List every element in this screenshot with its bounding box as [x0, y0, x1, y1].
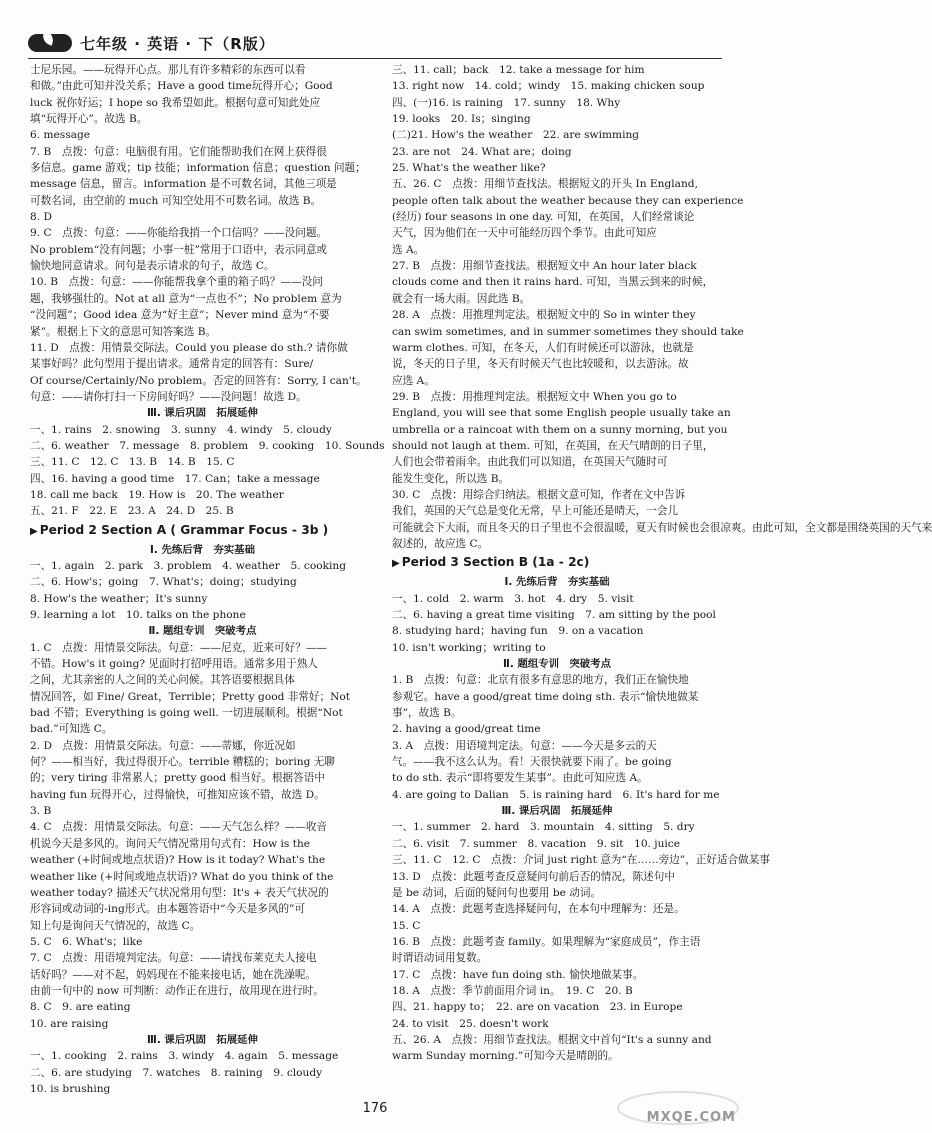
- answer-line: 和做。”由此可知并没关系；Have a good time玩得开心；Good: [30, 80, 333, 93]
- answer-line: 一、1. cold 2. warm 3. hot 4. dry 5. visit: [392, 592, 634, 605]
- answer-line: 二、6. weather 7. message 8. problem 9. cooking 10. Sounds: [30, 439, 385, 452]
- answer-line: 句意：——请你打扫一下房间好吗？——没问题！故选 D。: [30, 390, 307, 403]
- answer-line: 说，冬天的日子里，冬天有时候天气也比较暖和，以去游泳。故: [392, 358, 689, 371]
- answer-line: 29. B 点拨：用推理判定法。根据短文中 When you go to: [392, 390, 677, 403]
- answer-line: can swim sometimes, and in summer sometimes they should take: [392, 325, 744, 338]
- answer-line: 四、21. happy to； 22. are on vacation 23. in Europe: [392, 1001, 683, 1014]
- answer-line: 8. C 9. are eating: [30, 1001, 131, 1014]
- answer-line: 10. isn't working；writing to: [392, 641, 546, 654]
- answer-line: 8. studying hard；having fun 9. on a vacation: [392, 625, 644, 638]
- answer-line: 时谓语动词用复数。: [392, 952, 488, 965]
- answer-line: 7. B 点拨：句意：电脑很有用。它们能帮助我们在网上获得很: [30, 145, 327, 158]
- answer-line: 14. A 点拨：此题考查选择疑问句，在本句中理解为：还是。: [392, 903, 685, 916]
- answer-line: 由前一句中的 now 可判断：动作正在进行，故用现在进行时。: [30, 984, 324, 997]
- answer-line: 28. A 点拨：用推理判定法。根据短文中的 So in winter they: [392, 309, 696, 322]
- answer-line: weather (+时间或地点状语)? How is it today? What's the: [30, 854, 326, 867]
- answer-line: 何？——相当好，我过得很开心。terrible 糟糕的；boring 无聊: [30, 756, 335, 769]
- page-header: [28, 30, 275, 56]
- answer-line: 气。——我不这么认为。看！天很快就要下雨了。be going: [392, 756, 672, 769]
- answer-line: 23. are not 24. What are；doing: [392, 145, 572, 158]
- answer-line: 是 be 动词，后面的疑问句也要用 be 动词。: [392, 886, 602, 899]
- left-column: [30, 62, 385, 1097]
- answer-line: No problem“没有问题；小事一桩”常用于口语中，表示同意或: [30, 243, 328, 256]
- answer-line: 5. C 6. What's；like: [30, 935, 143, 948]
- answer-line: 2. having a good/great time: [392, 723, 541, 736]
- answer-line: 一、1. cooking 2. rains 3. windy 4. again 5. message: [30, 1050, 339, 1063]
- answer-line: should not laugh at them. 可知，在英国，在天气晴朗的日子里，: [392, 439, 714, 452]
- answer-line: 三、11. call；back 12. take a message for him: [392, 64, 645, 76]
- answer-line: 24. to visit 25. doesn't work: [392, 1017, 549, 1030]
- answer-line: 二、6. are studying 7. watches 8. raining 9. cloudy: [30, 1066, 323, 1079]
- answer-line: 选 A。: [392, 243, 425, 256]
- section-heading: Ⅰ. 先练后背 夯实基础: [150, 543, 255, 556]
- answer-line: 形容词或动词的-ing形式。由本题答语中“今天是多风的”可: [30, 903, 306, 916]
- answer-line: 话好吗？——对不起，妈妈现在不能来接电话，她在洗澡呢。: [30, 968, 317, 981]
- answer-line: 二、6. How's；going 7. What's；doing；studying: [30, 576, 297, 589]
- answer-line: 二、6. visit 7. summer 8. vacation 9. sit 10. juice: [392, 837, 680, 850]
- book-leaf-logo: [28, 32, 74, 54]
- answer-line: 二、6. having a great time visiting 7. am sitting by the pool: [392, 609, 716, 621]
- answer-line: 某事好吗？此句型用于提出请求。通常肯定的回答有：Sure/: [30, 358, 314, 371]
- answer-line: having fun 玩得开心，过得愉快，可推知应该不错，故选 D。: [30, 788, 325, 801]
- answer-line: 4. are going to Dalian 5. is raining hard 6. It's hard for me: [392, 788, 720, 801]
- answer-line: bad.”可知选 C。: [30, 723, 113, 736]
- answer-line: 填“玩得开心”。故选 B。: [30, 113, 148, 126]
- answer-line: 一、1. again 2. park 3. problem 4. weather 5. cooking: [30, 559, 347, 572]
- answer-line: 五、26. C 点拨：用细节查找法。根据短文的开头 In England,: [392, 178, 698, 191]
- answer-line: 4. C 点拨：用情景交际法。句意：——天气怎么样？——收音: [30, 821, 328, 834]
- answer-line: 五、21. F 22. E 23. A 24. D 25. B: [30, 505, 234, 518]
- answer-line: 四、(一)16. is raining 17. sunny 18. Why: [392, 96, 621, 109]
- answer-line: 三、11. C 12. C 点拨：介词 just right 意为“在……旁边”，正好适合做某事: [392, 854, 770, 867]
- answer-line: 多信息。game 游戏；tip 技能；information 信息；question 问题；: [30, 162, 366, 175]
- answer-line: 15. C: [392, 919, 421, 932]
- answer-line: 17. C 点拨：have fun doing sth. 愉快地做某事。: [392, 968, 644, 981]
- answer-line: 的；very tiring 非常累人；pretty good 相当好。根据答语中: [30, 772, 325, 785]
- answer-line: 知上句是询问天气情况的，故选 C。: [30, 919, 201, 932]
- answer-line: 参观它。have a good/great time doing sth. 表示“愉快地做某: [392, 690, 699, 703]
- answer-line: 事”，故选 B。: [392, 707, 462, 720]
- answer-line: (经历) four seasons in one day. 可知，在英国，人们经常谈论: [392, 211, 695, 224]
- answer-line: 五、26. A 点拨：用细节查找法。根据文中首句“It's a sunny and: [392, 1033, 712, 1046]
- answer-line: 四、16. having a good time 17. Can；take a message: [30, 472, 320, 485]
- answer-line: 不错。How's it going? 见面时打招呼用语。通常多用于熟人: [30, 658, 318, 671]
- answer-line: Of course/Certainly/No problem。否定的回答有：Sorry, I can't。: [30, 374, 367, 387]
- answer-line: 18. A 点拨：季节前面用介词 in。 19. C 20. B: [392, 984, 633, 997]
- period-arrow-icon: ▶: [392, 558, 400, 570]
- answer-line: 6. message: [30, 129, 91, 142]
- section-heading: Ⅱ. 题组专训 突破考点: [148, 625, 257, 638]
- period-heading: ▶ Period 3 Section B (1a - 2c): [392, 555, 590, 570]
- section-heading: Ⅰ. 先练后背 夯实基础: [504, 576, 610, 589]
- page-number: 176: [362, 1101, 388, 1116]
- answer-line: 一、1. summer 2. hard 3. mountain 4. sitting 5. dry: [392, 821, 695, 834]
- answer-line: 9. C 点拨：句意：——你能给我捎一个口信吗？——没问题。: [30, 227, 328, 240]
- answer-line: 3. A 点拨：用语境判定法。句意：——今天是多云的天: [392, 739, 657, 752]
- answer-line: people often talk about the weather because they can experience: [392, 194, 744, 207]
- section-heading: Ⅲ. 课后巩固 拓展延伸: [501, 805, 613, 818]
- period-arrow-icon: ▶: [30, 525, 38, 537]
- answer-line: 16. B 点拨：此题考查 family。如果理解为“家庭成员”，作主语: [392, 935, 701, 948]
- answer-line: 三、11. C 12. C 13. B 14. B 15. C: [30, 456, 235, 469]
- answer-line: weather like (+时间或地点状语)? What do you think of the: [30, 870, 334, 883]
- answer-line: warm Sunday morning.”可知今天是晴朗的。: [392, 1050, 619, 1063]
- answer-line: “没问题”；Good idea 意为“好主意”；Never mind 意为“不要: [30, 309, 330, 322]
- answer-line: 愉快地同意请求。问句是表示请求的句子，故选 C。: [30, 260, 275, 273]
- answer-line: umbrella or a raincoat with them on a sunny morning, but you: [392, 423, 728, 436]
- answer-line: 紧”。根据上下文的意思可知答案选 B。: [30, 325, 217, 338]
- answer-line: clouds come and then it rains hard. 可知，当黑云到来的时候，: [392, 276, 714, 289]
- answer-line: 13. D 点拨：此题考查反意疑问句前后否的情况，陈述句中: [392, 870, 675, 883]
- answer-line: to do sth. 表示“即将要发生某事”。由此可知应选 A。: [392, 772, 648, 785]
- answer-line: 11. D 点拨：用情景交际法。Could you please do sth.? 请你做: [30, 341, 348, 354]
- answer-line: 13. right now 14. cold；windy 15. making chicken soup: [392, 80, 705, 93]
- answer-line: 3. B: [30, 805, 52, 818]
- answer-line: 8. D: [30, 211, 52, 224]
- header-divider: [28, 58, 722, 59]
- section-heading: Ⅲ. 课后巩固 拓展延伸: [147, 1033, 258, 1046]
- answer-line: 机说今天是多风的。询问天气情况常用句式有：How is the: [30, 837, 311, 850]
- answer-line: 8. How's the weather；It's sunny: [30, 592, 208, 605]
- answer-line: 天气，因为他们在一天中可能经历四个季节。由此可知应: [392, 227, 657, 240]
- answer-line: 10. is brushing: [30, 1082, 111, 1095]
- answer-line: (二)21. How's the weather 22. are swimming: [392, 129, 640, 142]
- answer-line: 18. call me back 19. How is 20. The weather: [30, 488, 284, 501]
- answer-line: 可数名词，由空前的 much 可知空处用不可数名词。故选 B。: [30, 194, 322, 207]
- section-heading: Ⅱ. 题组专训 突破考点: [503, 658, 611, 671]
- answer-line: 之间，尤其亲密的人之间的关心问候。其答语要根据具体: [30, 674, 295, 687]
- answer-line: 题，我够强壮的。Not at all 意为“一点也不”；No problem 意为: [30, 292, 342, 305]
- answer-line: 30. C 点拨：用综合归纳法。根据文意可知，作者在文中告诉: [392, 488, 686, 501]
- answer-line: 7. C 点拨：用语境判定法。句意：——请找布莱克夫人接电: [30, 952, 317, 965]
- answer-line: 10. are raising: [30, 1017, 109, 1030]
- answer-line: 1. B 点拨：句意：北京有很多有意思的地方，我们正在愉快地: [392, 674, 689, 687]
- header-title: 七年级 · 英语 · 下（R版）: [80, 34, 275, 53]
- answer-line: 9. learning a lot 10. talks on the phone: [30, 609, 246, 621]
- section-heading: Ⅲ. 课后巩固 拓展延伸: [147, 407, 258, 420]
- answer-line: 应选 A。: [392, 374, 435, 387]
- answer-line: 人们也会带着雨伞。由此我们可以知道，在英国天气随时可: [392, 456, 668, 469]
- answer-line: 1. C 点拨：用情景交际法。句意：——尼克，近来可好？——: [30, 641, 328, 654]
- answer-line: 就会有一场大雨。因此选 B。: [392, 292, 531, 305]
- answer-line: 可能就会下大雨，而且冬天的日子里也不会很温暖，夏天有时候也会很凉爽。由此可知，全文都是围绕英国的天气来: [392, 521, 932, 534]
- answer-line: bad 不错；Everything is going well. 一切进展顺利。根据“Not: [30, 707, 343, 720]
- answer-line: luck 祝你好运；I hope so 我希望如此。根据句意可知此处应: [30, 96, 321, 109]
- answer-line: 2. D 点拨：用情景交际法。句意：——蒂娜，你近况如: [30, 739, 296, 752]
- period-heading: ▶ Period 2 Section A ( Grammar Focus - 3b ): [30, 522, 329, 537]
- answer-line: 19. looks 20. Is；singing: [392, 113, 531, 126]
- answer-line: 能发生变化，所以选 B。: [392, 472, 510, 485]
- answer-line: warm clothes. 可知，在冬天，人们有时候还可以游泳，也就是: [392, 341, 694, 354]
- watermark-text: MXQE.COM: [646, 1110, 736, 1125]
- answer-line: 我们，英国的天气总是变化无常，早上可能还是晴天，一会儿: [392, 505, 679, 518]
- answer-line: 一、1. rains 2. snowing 3. sunny 4. windy 5. cloudy: [30, 423, 332, 436]
- answer-line: 叙述的，故应选 C。: [392, 537, 489, 550]
- answer-line: 27. B 点拨：用细节查找法。根据短文中 An hour later black: [392, 260, 697, 273]
- answer-line: England, you will see that some English people usually take an: [392, 407, 731, 420]
- answer-line: 10. B 点拨：句意：——你能帮我拿个重的箱子吗？——没问: [30, 276, 323, 289]
- answer-line: message 信息，留言。information 是不可数名词，其他三项是: [30, 178, 337, 191]
- answer-line: 士尼乐园。——玩得开心点。那儿有许多精彩的东西可以看: [30, 64, 306, 76]
- answer-line: weather today? 描述天气状况常用句型：It's + 表天气状况的: [30, 886, 329, 899]
- answer-line: 25. What's the weather like?: [392, 162, 546, 175]
- answer-line: 情况回答，如 Fine/ Great，Terrible；Pretty good 非常好；Not: [30, 690, 351, 703]
- right-column: [392, 62, 932, 1065]
